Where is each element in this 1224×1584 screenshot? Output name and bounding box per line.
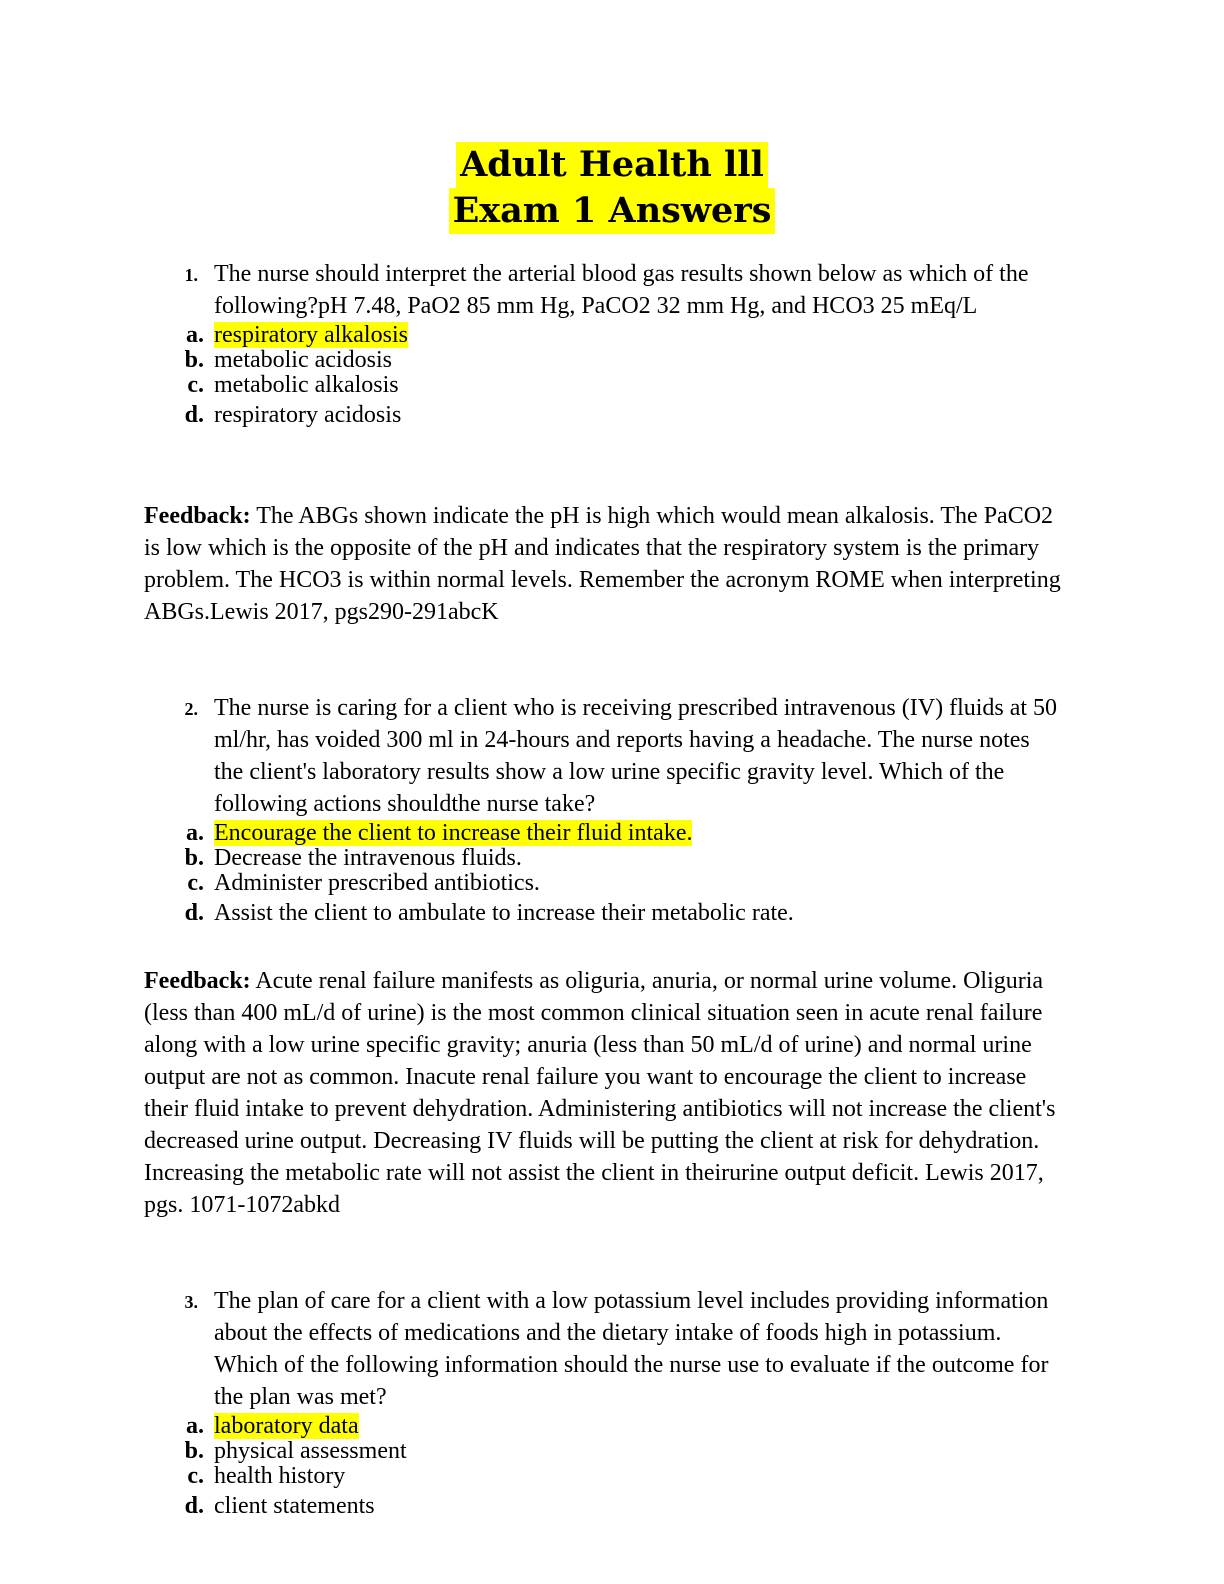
feedback-2: [144, 965, 1074, 1221]
feedback-label: Feedback:: [144, 503, 251, 529]
option-b: [144, 348, 1064, 373]
option-letter: d.: [184, 900, 204, 926]
option-text: metabolic acidosis: [214, 347, 392, 373]
option-letter: d.: [184, 402, 204, 428]
option-letter: b.: [184, 845, 204, 871]
question-number: 2.: [184, 699, 198, 719]
question-text: The nurse should interpret the arterial blood gas results shown below as which of the following?pH 7.48, PaO2 85 mm Hg, PaCO2 32 mm Hg, and HCO3 25 mEq/L: [214, 261, 1029, 319]
option-a: [144, 323, 1064, 348]
option-text: client statements: [214, 1493, 375, 1519]
correct-answer-highlight: laboratory data: [214, 1413, 359, 1439]
option-a: [144, 1414, 1064, 1439]
option-d: [144, 896, 1064, 929]
question-number: 3.: [184, 1292, 198, 1312]
option-d: [144, 398, 1064, 431]
option-a: [144, 821, 1064, 846]
option-letter: b.: [184, 347, 204, 373]
document-title: [0, 142, 1224, 234]
option-text: physical assessment: [214, 1438, 407, 1464]
option-text: Assist the client to ambulate to increase their metabolic rate.: [214, 900, 794, 926]
question-2: [144, 692, 1064, 929]
title-line-1: Adult Health lll: [456, 142, 768, 188]
question-3: [144, 1285, 1064, 1522]
option-letter: c.: [187, 870, 204, 896]
question-text: The plan of care for a client with a low potassium level includes providing information about the effects of medications and the dietary intake of foods high in potassium. Which of the following information should the nurse use to evaluate if the outcome for the plan was met?: [214, 1288, 1049, 1410]
option-letter: c.: [187, 372, 204, 398]
option-text: health history: [214, 1463, 346, 1489]
option-letter: a.: [186, 820, 204, 846]
feedback-text: Acute renal failure manifests as oliguria, anuria, or normal urine volume. Oliguria (less than 400 mL/d of urine) is the most common clinical situation seen in acute renal failure along with a low urine specific gravity; anuria (less than 50 mL/d of urine) and normal urine output are not as common. Inacute renal failure you want to encourage the client to increase their fluid intake to prevent dehydration. Administering antibiotics will not increase the client's decreased urine output. Decreasing IV fluids will be putting the client at risk for dehydration. Increasing the metabolic rate will not assist the client in theirurine output deficit. Lewis 2017, pgs. 1071-1072abkd: [144, 968, 1056, 1218]
option-letter: c.: [187, 1463, 204, 1489]
correct-answer-highlight: Encourage the client to increase their fluid intake.: [214, 820, 693, 846]
question-number: 1.: [184, 265, 198, 285]
option-letter: d.: [184, 1493, 204, 1519]
option-text: respiratory acidosis: [214, 402, 402, 428]
option-b: [144, 1439, 1064, 1464]
option-text: metabolic alkalosis: [214, 372, 399, 398]
option-d: [144, 1489, 1064, 1522]
option-letter: a.: [186, 322, 204, 348]
feedback-label: Feedback:: [144, 968, 251, 994]
option-c: [144, 373, 1064, 398]
option-text: Administer prescribed antibiotics.: [214, 870, 540, 896]
correct-answer-highlight: respiratory alkalosis: [214, 322, 408, 348]
option-b: [144, 846, 1064, 871]
question-text: The nurse is caring for a client who is receiving prescribed intravenous (IV) fluids at 50 ml/hr, has voided 300 ml in 24-hours and reports having a headache. The nurse notes the client's laboratory results show a low urine specific gravity level. Which of the following actions shouldthe nurse take?: [214, 695, 1058, 817]
option-letter: a.: [186, 1413, 204, 1439]
option-c: [144, 1464, 1064, 1489]
question-1: [144, 258, 1064, 431]
option-letter: b.: [184, 1438, 204, 1464]
feedback-text: The ABGs shown indicate the pH is high which would mean alkalosis. The PaCO2 is low which is the opposite of the pH and indicates that the respiratory system is the primary problem. The HCO3 is within normal levels. Remember the acronym ROME when interpreting ABGs.Lewis 2017, pgs290-291abcK: [144, 503, 1061, 625]
option-c: [144, 871, 1064, 896]
title-line-2: Exam 1 Answers: [449, 188, 776, 234]
option-text: Decrease the intravenous fluids.: [214, 845, 522, 871]
feedback-1: [144, 500, 1074, 628]
